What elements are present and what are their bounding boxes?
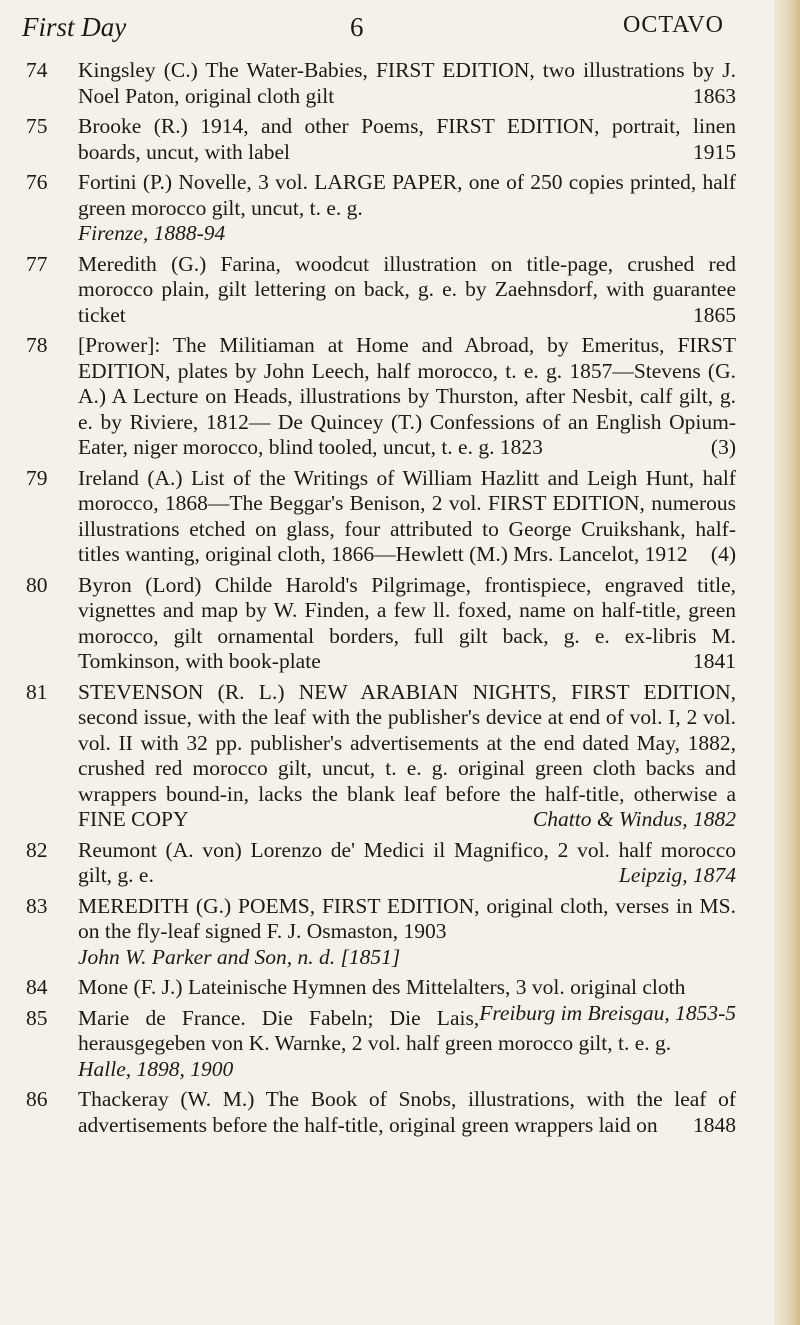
lot-number: 82 — [26, 837, 48, 862]
lot-imprint: 1865 — [693, 302, 736, 327]
lot-number: 79 — [26, 465, 48, 490]
lot-description: Marie de France. Die Fabeln; Die Lais, herausgegeben von K. Warnke, 2 vol. half green morocco gilt, t. e. g. — [78, 1005, 672, 1055]
lot-list — [26, 58, 736, 1143]
lot-description: Thackeray (W. M.) The Book of Snobs, illustrations, with the leaf of advertisements before the half-title, original green wrappers laid on — [78, 1087, 736, 1137]
lot-description: [Prower]: The Militiaman at Home and Abroad, by Emeritus, FIRST EDITION, plates by John Leech, half morocco, t. e. g. 1857—Stevens (G. A.) A Lecture on Heads, illustrations by Thurston, after Nesbit, calf gilt, g. e. by Riviere, 1812— De Quincey (T.) Confessions of an English Opium-Eater, niger morocco, blind tooled, uncut, t. e. g. 1823 — [78, 333, 736, 459]
lot-86 — [26, 1087, 736, 1138]
lot-imprint: John W. Parker and Son, n. d. [1851] — [78, 944, 401, 969]
page-edge — [774, 0, 800, 1325]
lot-imprint: Firenze, 1888-94 — [78, 221, 226, 245]
lot-74 — [26, 58, 736, 109]
lot-81 — [26, 680, 736, 833]
lot-84 — [26, 975, 736, 1025]
lot-imprint: Freiburg im Breisgau, 1853-5 — [479, 1000, 736, 1025]
page-header — [22, 12, 724, 52]
lot-description: Fortini (P.) Novelle, 3 vol. LARGE PAPER, one of 250 copies printed, half green morocco gilt, uncut, t. e. g. — [78, 170, 736, 220]
lot-description: STEVENSON (R. L.) NEW ARABIAN NIGHTS, FIRST EDITION, second issue, with the leaf with the publisher's device at end of vol. I, 2 vol. vol. II with 32 pp. publisher's advertisements at the end dated May, 1882, crushed red morocco gilt, uncut, t. e. g. original green cloth backs and wrappers bound-in, lacks the blank leaf before the half-title, otherwise a FINE COPY — [78, 679, 736, 831]
lot-imprint: 1841 — [693, 649, 736, 673]
lot-description: Brooke (R.) 1914, and other Poems, FIRST EDITION, portrait, linen boards, uncut, with label — [78, 114, 736, 164]
lot-count: (4) — [710, 542, 736, 566]
running-head: First Day — [22, 12, 127, 42]
lot-description: Mone (F. J.) Lateinische Hymnen des Mittelalters, 3 vol. original cloth — [78, 975, 686, 999]
lot-number: 81 — [26, 679, 48, 704]
page-number: 6 — [350, 12, 364, 42]
lot-imprint: Leipzig, 1874 — [618, 863, 736, 887]
lot-number: 84 — [26, 975, 48, 999]
lot-imprint: 1848 — [693, 1112, 736, 1137]
lot-number: 77 — [26, 251, 48, 276]
lot-imprint: Chatto & Windus, 1882 — [532, 807, 736, 831]
lot-number: 86 — [26, 1087, 48, 1111]
lot-number: 80 — [26, 572, 48, 597]
lot-description: Reumont (A. von) Lorenzo de' Medici il Magnifico, 2 vol. half morocco gilt, g. e. — [78, 837, 736, 887]
lot-number: 76 — [26, 170, 48, 194]
lot-76 — [26, 170, 736, 247]
lot-85 — [26, 1006, 736, 1083]
lot-imprint: Halle, 1898, 1900 — [78, 1056, 234, 1081]
lot-number: 83 — [26, 893, 48, 918]
lot-83 — [26, 894, 736, 971]
lot-description: Kingsley (C.) The Water-Babies, FIRST EDITION, two illustrations by J. Noel Paton, original cloth gilt — [78, 58, 736, 108]
lot-imprint: 1863 — [693, 83, 736, 108]
lot-description: MEREDITH (G.) POEMS, FIRST EDITION, original cloth, verses in MS. on the fly-leaf signed F. J. Osmaston, 1903 — [78, 893, 736, 943]
lot-78 — [26, 333, 736, 461]
lot-number: 85 — [26, 1005, 48, 1030]
format-label: OCTAVO — [623, 12, 724, 38]
lot-description: Ireland (A.) List of the Writings of William Hazlitt and Leigh Hunt, half morocco, 1868—The Beggar's Benison, 2 vol. FIRST EDITION, numerous illustrations etched on glass, four attributed to George Cruikshank, half-titles wanting, original cloth, 1866—Hewlett (M.) Mrs. Lancelot, 1912 — [78, 465, 736, 566]
lot-number: 74 — [26, 58, 48, 82]
lot-number: 78 — [26, 333, 48, 357]
lot-number: 75 — [26, 114, 48, 138]
lot-description: Byron (Lord) Childe Harold's Pilgrimage, frontispiece, engraved title, vignettes and map by W. Finden, a few ll. foxed, name on half-title, green morocco, gilt ornamental borders, full gilt back, g. e. ex-libris M. Tomkinson, with book-plate — [78, 572, 736, 673]
lot-description: Meredith (G.) Farina, woodcut illustration on title-page, crushed red morocco plain, gilt lettering on back, g. e. by Zaehnsdorf, with guarantee ticket — [78, 251, 736, 327]
lot-count: (3) — [710, 435, 736, 459]
lot-75 — [26, 114, 736, 165]
lot-77 — [26, 252, 736, 329]
lot-imprint: 1915 — [693, 139, 736, 164]
lot-80 — [26, 573, 736, 675]
lot-82 — [26, 838, 736, 889]
lot-79 — [26, 466, 736, 568]
